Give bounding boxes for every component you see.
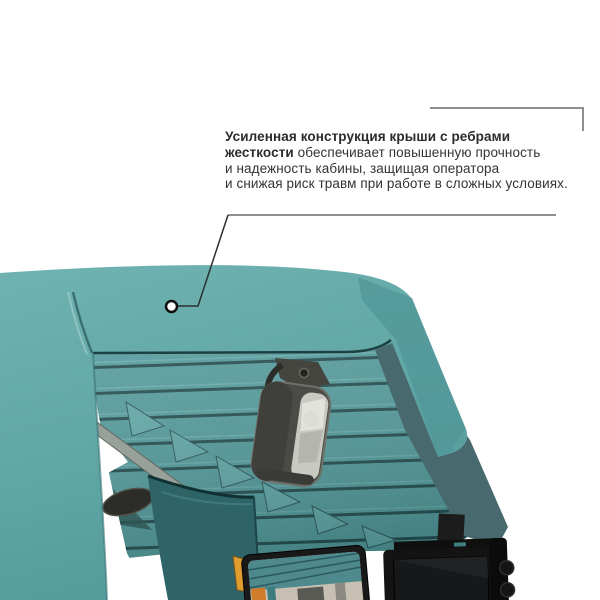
corner-bracket [430, 108, 583, 131]
callout-marker[interactable] [166, 301, 177, 312]
monitor-knob [500, 561, 514, 575]
annotation-regular-text: и снижая риск травм при работе в сложных условиях. [225, 176, 568, 192]
annotation-text [225, 129, 590, 192]
monitor-knob [500, 583, 514, 597]
monitor-top-glint [454, 542, 466, 546]
annotation-line [225, 129, 590, 145]
annotation-line [225, 161, 590, 177]
mirror-reflection-object [297, 586, 326, 600]
annotation-bold-text: жесткости [225, 144, 294, 160]
annotation-regular-text: и надежность кабины, защищая оператора [225, 160, 500, 176]
annotation-line [225, 176, 590, 192]
annotation-bold-text: Усиленная конструкция крыши с ребрами [225, 129, 511, 144]
annotation-regular-text: обеспечивает повышенную прочность [293, 144, 541, 160]
annotation-line [225, 145, 590, 161]
bracket-bolt [300, 369, 309, 378]
